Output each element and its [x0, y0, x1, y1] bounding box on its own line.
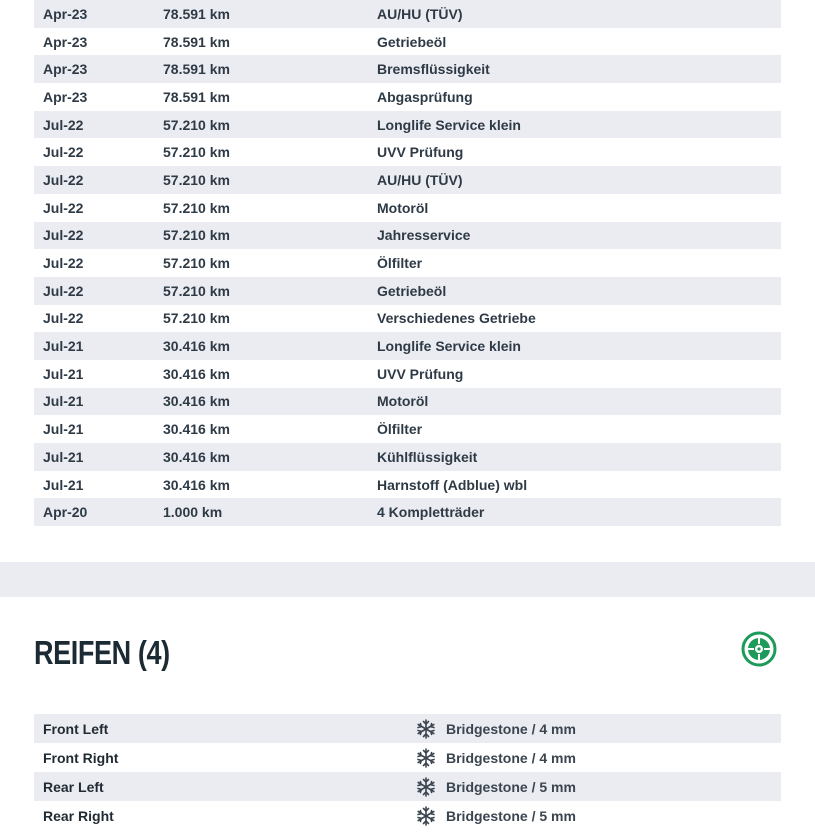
table-row	[34, 138, 781, 166]
tire-details: Bridgestone / 4 mm	[446, 720, 576, 737]
service-mileage: 78.591 km	[163, 61, 230, 78]
snowflake-icon	[406, 719, 446, 739]
service-mileage: 57.210 km	[163, 310, 230, 327]
service-mileage: 57.210 km	[163, 116, 230, 133]
service-date: Apr-23	[43, 88, 88, 105]
service-date: Jul-21	[43, 448, 84, 465]
service-description: Ölfilter	[377, 255, 423, 272]
table-row	[34, 166, 781, 194]
tire-icon-graphic	[741, 631, 777, 667]
service-date: Jul-22	[43, 116, 84, 133]
tires-table	[34, 714, 781, 830]
service-description: Getriebeöl	[377, 282, 447, 299]
service-date: Jul-22	[43, 282, 84, 299]
table-row	[34, 194, 781, 222]
service-mileage: 1.000 km	[163, 504, 223, 521]
snowflake-icon	[406, 777, 446, 797]
service-description: Motoröl	[377, 199, 429, 216]
service-mileage: 30.416 km	[163, 393, 230, 410]
service-mileage: 30.416 km	[163, 338, 230, 355]
service-mileage: 57.210 km	[163, 227, 230, 244]
service-date: Jul-21	[43, 393, 84, 410]
service-date: Apr-23	[43, 5, 88, 22]
section-divider	[0, 562, 815, 597]
service-mileage: 57.210 km	[163, 282, 230, 299]
service-description: Abgasprüfung	[377, 88, 473, 105]
service-date: Jul-21	[43, 476, 84, 493]
table-row	[34, 305, 781, 333]
service-description: Harnstoff (Adblue) wbl	[377, 476, 528, 493]
service-description: Motoröl	[377, 393, 429, 410]
service-date: Jul-21	[43, 421, 84, 438]
tire-position: Rear Left	[43, 778, 104, 795]
service-description: UVV Prüfung	[377, 365, 464, 382]
table-row	[34, 471, 781, 499]
service-date: Jul-22	[43, 171, 84, 188]
snowflake-icon	[406, 806, 446, 826]
service-mileage: 30.416 km	[163, 365, 230, 382]
tire-details: Bridgestone / 4 mm	[446, 749, 576, 766]
service-description: Longlife Service klein	[377, 338, 521, 355]
service-mileage: 57.210 km	[163, 171, 230, 188]
service-description: Bremsflüssigkeit	[377, 61, 490, 78]
table-row	[34, 111, 781, 139]
tire-position: Front Right	[43, 749, 119, 766]
service-date: Apr-23	[43, 33, 88, 50]
service-history-table	[34, 0, 781, 526]
service-mileage: 57.210 km	[163, 255, 230, 272]
table-row	[34, 0, 781, 28]
table-row	[34, 388, 781, 416]
table-row	[34, 83, 781, 111]
service-description: Verschiedenes Getriebe	[377, 310, 536, 327]
table-row	[34, 55, 781, 83]
service-description: AU/HU (TÜV)	[377, 171, 463, 188]
service-date: Apr-20	[43, 504, 88, 521]
service-date: Jul-22	[43, 255, 84, 272]
tire-position: Front Left	[43, 720, 109, 737]
service-description: UVV Prüfung	[377, 144, 464, 161]
snowflake-icon	[406, 748, 446, 768]
service-date: Apr-23	[43, 61, 88, 78]
service-mileage: 57.210 km	[163, 144, 230, 161]
service-description: Kühlflüssigkeit	[377, 448, 478, 465]
tire-details: Bridgestone / 5 mm	[446, 807, 576, 824]
service-date: Jul-22	[43, 144, 84, 161]
table-row	[34, 743, 781, 772]
tires-section-title: REIFEN (4)	[34, 634, 170, 671]
service-mileage: 78.591 km	[163, 88, 230, 105]
service-mileage: 78.591 km	[163, 33, 230, 50]
table-row	[34, 332, 781, 360]
service-description: Longlife Service klein	[377, 116, 521, 133]
service-description: AU/HU (TÜV)	[377, 5, 463, 22]
service-description: Jahresservice	[377, 227, 471, 244]
table-row	[34, 498, 781, 526]
table-row	[34, 277, 781, 305]
table-row	[34, 28, 781, 56]
service-description: 4 Kompletträder	[377, 504, 485, 521]
table-row	[34, 360, 781, 388]
service-date: Jul-21	[43, 365, 84, 382]
tire-icon[interactable]	[741, 631, 777, 667]
service-mileage: 30.416 km	[163, 448, 230, 465]
table-row	[34, 443, 781, 471]
service-description: Getriebeöl	[377, 33, 447, 50]
service-mileage: 78.591 km	[163, 5, 230, 22]
service-date: Jul-22	[43, 310, 84, 327]
service-mileage: 30.416 km	[163, 421, 230, 438]
tire-details: Bridgestone / 5 mm	[446, 778, 576, 795]
table-row	[34, 249, 781, 277]
table-row	[34, 222, 781, 250]
table-row	[34, 714, 781, 743]
table-row	[34, 772, 781, 801]
service-description: Ölfilter	[377, 421, 423, 438]
tire-position: Rear Right	[43, 807, 114, 824]
service-date: Jul-22	[43, 227, 84, 244]
table-row	[34, 415, 781, 443]
service-mileage: 57.210 km	[163, 199, 230, 216]
table-row	[34, 801, 781, 830]
service-date: Jul-22	[43, 199, 84, 216]
service-date: Jul-21	[43, 338, 84, 355]
service-mileage: 30.416 km	[163, 476, 230, 493]
